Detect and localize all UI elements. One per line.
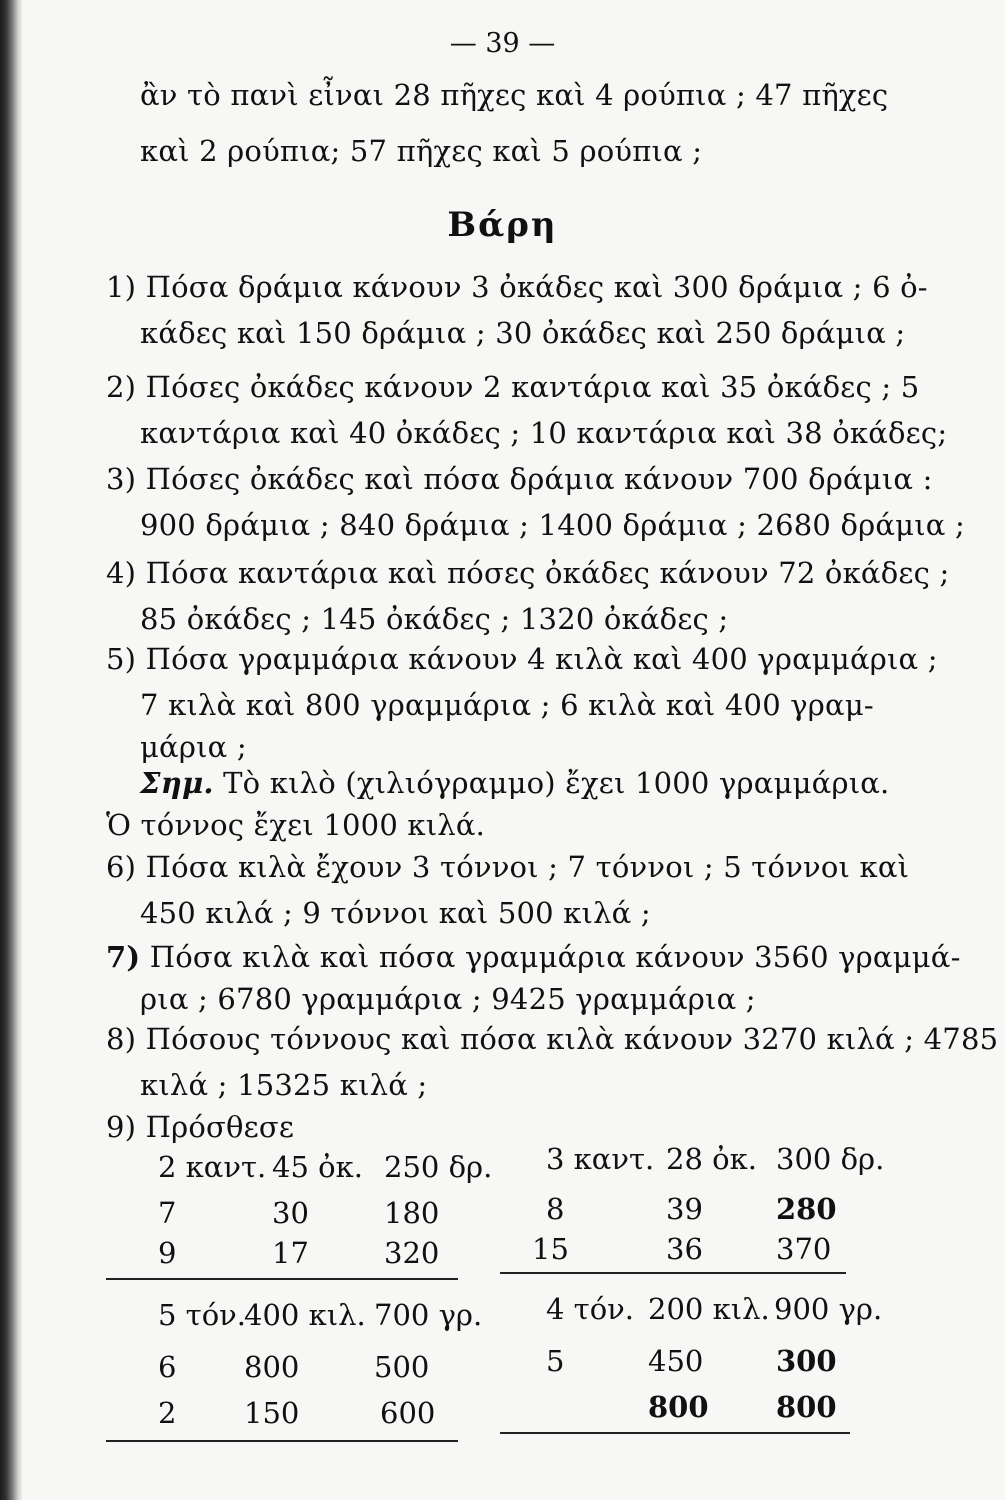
exercise-7-line-1 (106, 940, 961, 974)
exercise-text: Πόσα καντάρια καὶ πόσες ὀκάδες κάνουν 72 ὀκάδες ; (145, 556, 950, 590)
t2-cell: 370 (776, 1232, 832, 1266)
exercise-5-line-3: μάρια ; (140, 730, 247, 764)
exercise-5-line-1 (106, 642, 938, 676)
exercise-number: 3) (106, 462, 137, 496)
t4-cell: 300 (776, 1344, 837, 1378)
exercise-4-line-2: 85 ὀκάδες ; 145 ὀκάδες ; 1320 ὀκάδες ; (140, 602, 729, 636)
t2-sum-rule (500, 1272, 846, 1274)
intro-line-1: ἂν τὸ πανὶ εἶναι 28 πῆχες καὶ 4 ρούπια ; 47 πῆχες (140, 78, 889, 112)
t3-cell: 6 (158, 1350, 177, 1384)
t1-cell: 9 (158, 1236, 177, 1270)
t4-cell: 5 (546, 1344, 565, 1378)
exercise-2-line-1 (106, 370, 919, 404)
t4-cell: 800 (776, 1390, 837, 1424)
exercise-1-line-1 (106, 270, 928, 304)
t4-header-unit1: 4 τόν. (546, 1292, 635, 1326)
exercise-text: Πόσα γραμμάρια κάνουν 4 κιλὰ καὶ 400 γραμμάρια ; (145, 642, 938, 676)
t1-cell: 17 (272, 1236, 309, 1270)
t1-cell: 180 (384, 1196, 440, 1230)
t2-cell: 8 (546, 1192, 565, 1226)
t3-cell: 2 (158, 1396, 177, 1430)
exercise-number: 5) (106, 642, 137, 676)
exercise-3-line-2: 900 δράμια ; 840 δράμια ; 1400 δράμια ; 2680 δράμια ; (140, 508, 965, 542)
exercise-number: 2) (106, 370, 137, 404)
exercise-1-line-2: κάδες καὶ 150 δράμια ; 30 ὀκάδες καὶ 250 δράμια ; (140, 316, 906, 350)
exercise-text: Πόσα δράμια κάνουν 3 ὀκάδες καὶ 300 δράμια ; 6 ὀ- (145, 270, 928, 304)
t3-header-unit1: 5 τόν. (158, 1298, 247, 1332)
page-number: — 39 — (449, 28, 556, 59)
exercise-text: Πόσες ὀκάδες κάνουν 2 καντάρια καὶ 35 ὀκάδες ; 5 (145, 370, 920, 404)
exercise-number: 4) (106, 556, 137, 590)
t4-header-unit3: 900 γρ. (774, 1292, 883, 1326)
t2-cell: 280 (776, 1192, 837, 1226)
t2-cell: 39 (666, 1192, 703, 1226)
t1-header-unit2: 45 ὀκ. (272, 1150, 363, 1184)
t1-cell: 320 (384, 1236, 440, 1270)
t4-cell: 800 (648, 1390, 709, 1424)
exercise-text: Πόσους τόννους καὶ πόσα κιλὰ κάνουν 3270 κιλά ; 4785 (145, 1022, 999, 1056)
exercise-2-line-2: καντάρια καὶ 40 ὀκάδες ; 10 καντάρια καὶ 38 ὀκάδες; (140, 416, 948, 450)
exercise-text: Πόσα κιλὰ καὶ πόσα γραμμάρια κάνουν 3560 γραμμά- (149, 940, 961, 974)
t2-header-unit3: 300 δρ. (776, 1142, 885, 1176)
note-text: Τὸ κιλὸ (χιλιόγραμμο) ἔχει 1000 γραμμάρια. (223, 766, 890, 800)
section-heading: Βάρη (447, 205, 558, 245)
exercise-number: 1) (106, 270, 137, 304)
exercise-6-line-2: 450 κιλά ; 9 τόννοι καὶ 500 κιλά ; (140, 896, 651, 930)
t3-sum-rule (106, 1440, 458, 1442)
exercise-5-line-2: 7 κιλὰ καὶ 800 γραμμάρια ; 6 κιλὰ καὶ 400 γραμ- (140, 688, 874, 722)
exercise-number: 7) (106, 940, 141, 974)
exercise-number: 9) (106, 1110, 137, 1144)
exercise-6-line-1 (106, 850, 909, 884)
t1-header-unit1: 2 καντ. (158, 1150, 267, 1184)
exercise-number: 6) (106, 850, 137, 884)
t2-header-unit1: 3 καντ. (546, 1142, 655, 1176)
t2-cell: 15 (532, 1232, 569, 1266)
exercise-9-line-1 (106, 1110, 294, 1144)
t2-cell: 36 (666, 1232, 703, 1266)
exercise-8-line-1 (106, 1022, 998, 1056)
t4-header-unit2: 200 κιλ. (648, 1292, 770, 1326)
exercise-text: Πρόσθεσε (145, 1110, 295, 1144)
exercise-3-line-1 (106, 462, 933, 496)
t1-header-unit3: 250 δρ. (384, 1150, 493, 1184)
t3-header-unit3: 700 γρ. (374, 1298, 483, 1332)
t1-cell: 30 (272, 1196, 309, 1230)
exercise-7-line-2: ρια ; 6780 γραμμάρια ; 9425 γραμμάρια ; (140, 982, 756, 1016)
t3-cell: 500 (374, 1350, 430, 1384)
t3-cell: 800 (244, 1350, 300, 1384)
note-line-1 (140, 766, 889, 800)
t1-sum-rule (106, 1278, 458, 1280)
t3-header-unit2: 400 κιλ. (244, 1298, 366, 1332)
intro-line-2: καὶ 2 ρούπια; 57 πῆχες καὶ 5 ρούπια ; (140, 134, 703, 168)
t3-cell: 600 (380, 1396, 436, 1430)
note-label: Σημ. (140, 766, 214, 800)
exercise-text: Πόσα κιλὰ ἔχουν 3 τόννοι ; 7 τόννοι ; 5 τόννοι καὶ (145, 850, 910, 884)
note-line-2: Ὁ τόννος ἔχει 1000 κιλά. (106, 808, 486, 842)
exercise-text: Πόσες ὀκάδες καὶ πόσα δράμια κάνουν 700 δράμια : (145, 462, 933, 496)
t2-header-unit2: 28 ὀκ. (666, 1142, 757, 1176)
exercise-number: 8) (106, 1022, 137, 1056)
t4-sum-rule (500, 1432, 850, 1434)
exercise-8-line-2: κιλά ; 15325 κιλά ; (140, 1068, 428, 1102)
t4-cell: 450 (648, 1344, 704, 1378)
exercise-4-line-1 (106, 556, 949, 590)
t1-cell: 7 (158, 1196, 177, 1230)
t3-cell: 150 (244, 1396, 300, 1430)
